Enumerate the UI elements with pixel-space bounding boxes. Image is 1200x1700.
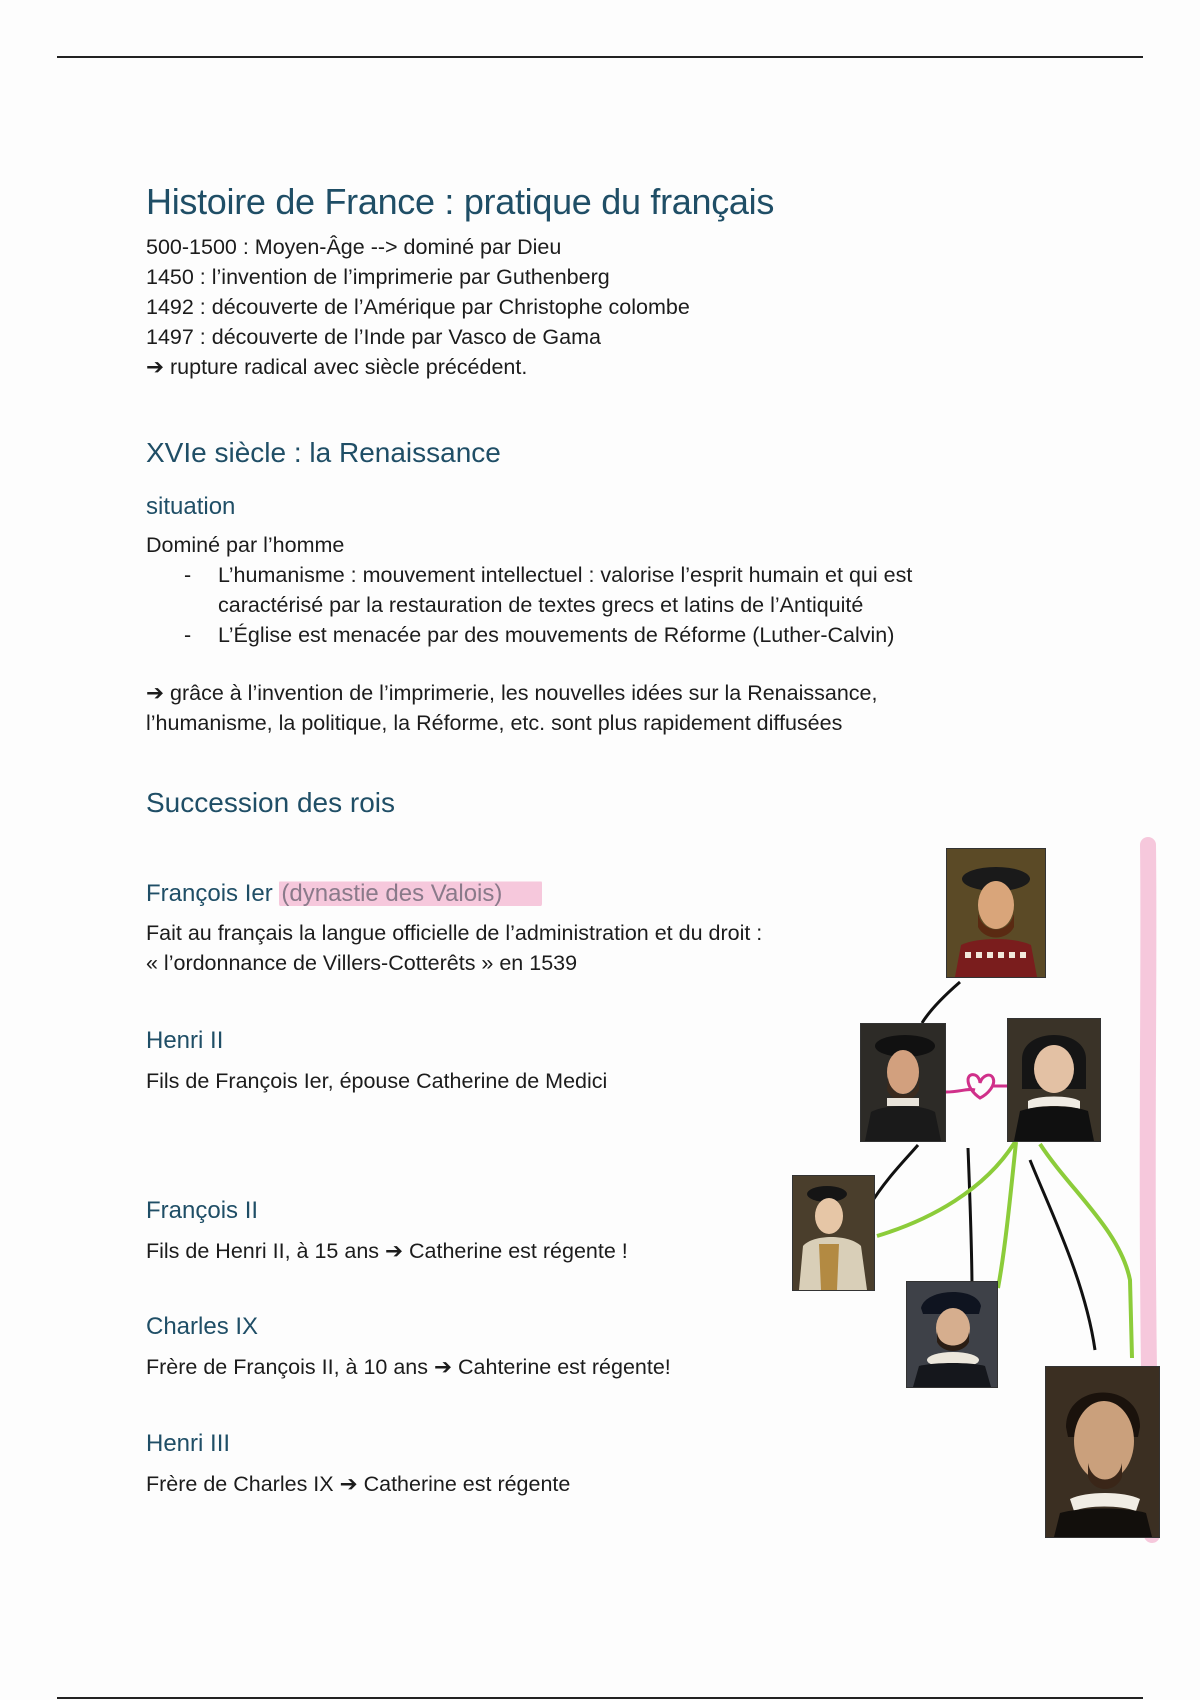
portrait-henri-2-image (861, 1024, 945, 1141)
line-francois1-henri2 (922, 982, 960, 1023)
intro-line: 1492 : découverte de l’Amérique par Christophe colombe (146, 295, 690, 319)
dynasty-highlight: (dynastie des Valois) (279, 880, 542, 907)
green-catherine-henri3 (1040, 1144, 1132, 1358)
portrait-charles-9-image (907, 1282, 997, 1387)
king-name-francois-1: François Ier (dynastie des Valois) (146, 879, 542, 909)
heart-icon (968, 1075, 1007, 1098)
portrait-charles-9 (906, 1281, 998, 1388)
succession-heading: Succession des rois (146, 787, 396, 818)
portrait-francois-1-image (947, 849, 1045, 977)
king-name-francois-2: François II (146, 1197, 259, 1224)
list-item: - L’humanisme : mouvement intellectuel : valorise l’esprit humain et qui est caractérisé par la restauration de textes grecs et latins de l’Antiquité (218, 560, 1018, 620)
green-catherine-charles9 (998, 1142, 1016, 1288)
arrow-icon: ➔ (385, 1239, 404, 1263)
king-text: Fait au français la langue officielle de l’administration et du droit : (146, 921, 763, 945)
king-text: Fils de Henri II, à 15 ans ➔ Catherine est régente ! (146, 1239, 628, 1263)
situation-list (146, 560, 1046, 650)
arrow-icon: ➔ (146, 355, 165, 379)
king-text: « l’ordonnance de Villers-Cotterêts » en 1539 (146, 951, 578, 975)
green-catherine-francois2 (877, 1142, 1015, 1236)
intro-line: 500-1500 : Moyen-Âge --> dominé par Dieu (146, 235, 562, 259)
portrait-henri-3 (1045, 1366, 1160, 1538)
king-name-henri-3: Henri III (146, 1430, 231, 1457)
king-name-charles-9: Charles IX (146, 1313, 259, 1340)
intro-section (146, 180, 1046, 382)
intro-lines (146, 232, 1046, 382)
arrow-icon: ➔ (339, 1472, 358, 1496)
renaissance-heading: XVIe siècle : la Renaissance (146, 437, 501, 468)
situation-lead: Dominé par l’homme (146, 533, 345, 557)
portrait-francois-2 (792, 1175, 875, 1291)
top-rule (57, 56, 1143, 58)
portrait-henri-2 (860, 1023, 946, 1142)
arrow-icon: ➔ (146, 681, 165, 705)
king-text: Frère de François II, à 10 ans ➔ Cahterine est régente! (146, 1355, 671, 1379)
portrait-catherine-de-medici (1007, 1018, 1101, 1142)
marriage-line (946, 1089, 975, 1092)
king-text: Frère de Charles IX ➔ Catherine est régente (146, 1472, 571, 1496)
king-name-henri-2: Henri II (146, 1027, 224, 1054)
situation-subheading: situation (146, 493, 236, 520)
page-title: Histoire de France : pratique du français (146, 181, 775, 222)
portrait-catherine-image (1008, 1019, 1100, 1141)
line-henri2-charles9 (968, 1148, 972, 1290)
intro-line: 1497 : découverte de l’Inde par Vasco de Gama (146, 325, 601, 349)
bottom-rule (57, 1697, 1143, 1699)
list-item: - L’Église est menacée par des mouvements de Réforme (Luther-Calvin) (218, 620, 1046, 650)
arrow-icon: ➔ (434, 1355, 453, 1379)
portrait-francois-1 (946, 848, 1046, 978)
renaissance-conclusion: ➔ grâce à l’invention de l’imprimerie, les nouvelles idées sur la Renaissance, l’humanisme, la politique, la Réforme, etc. sont plus rapidement diffusées (146, 681, 878, 735)
intro-conclusion: ➔ rupture radical avec siècle précédent. (146, 355, 528, 379)
intro-line: 1450 : l’invention de l’imprimerie par Guthenberg (146, 265, 610, 289)
king-text: Fils de François Ier, épouse Catherine de Medici (146, 1069, 608, 1093)
line-henri2-francois2 (870, 1145, 918, 1205)
line-henri2-henri3 (1030, 1160, 1095, 1350)
portrait-francois-2-image (793, 1176, 874, 1290)
portrait-henri-3-image (1046, 1367, 1159, 1537)
situation-body (146, 530, 1046, 650)
